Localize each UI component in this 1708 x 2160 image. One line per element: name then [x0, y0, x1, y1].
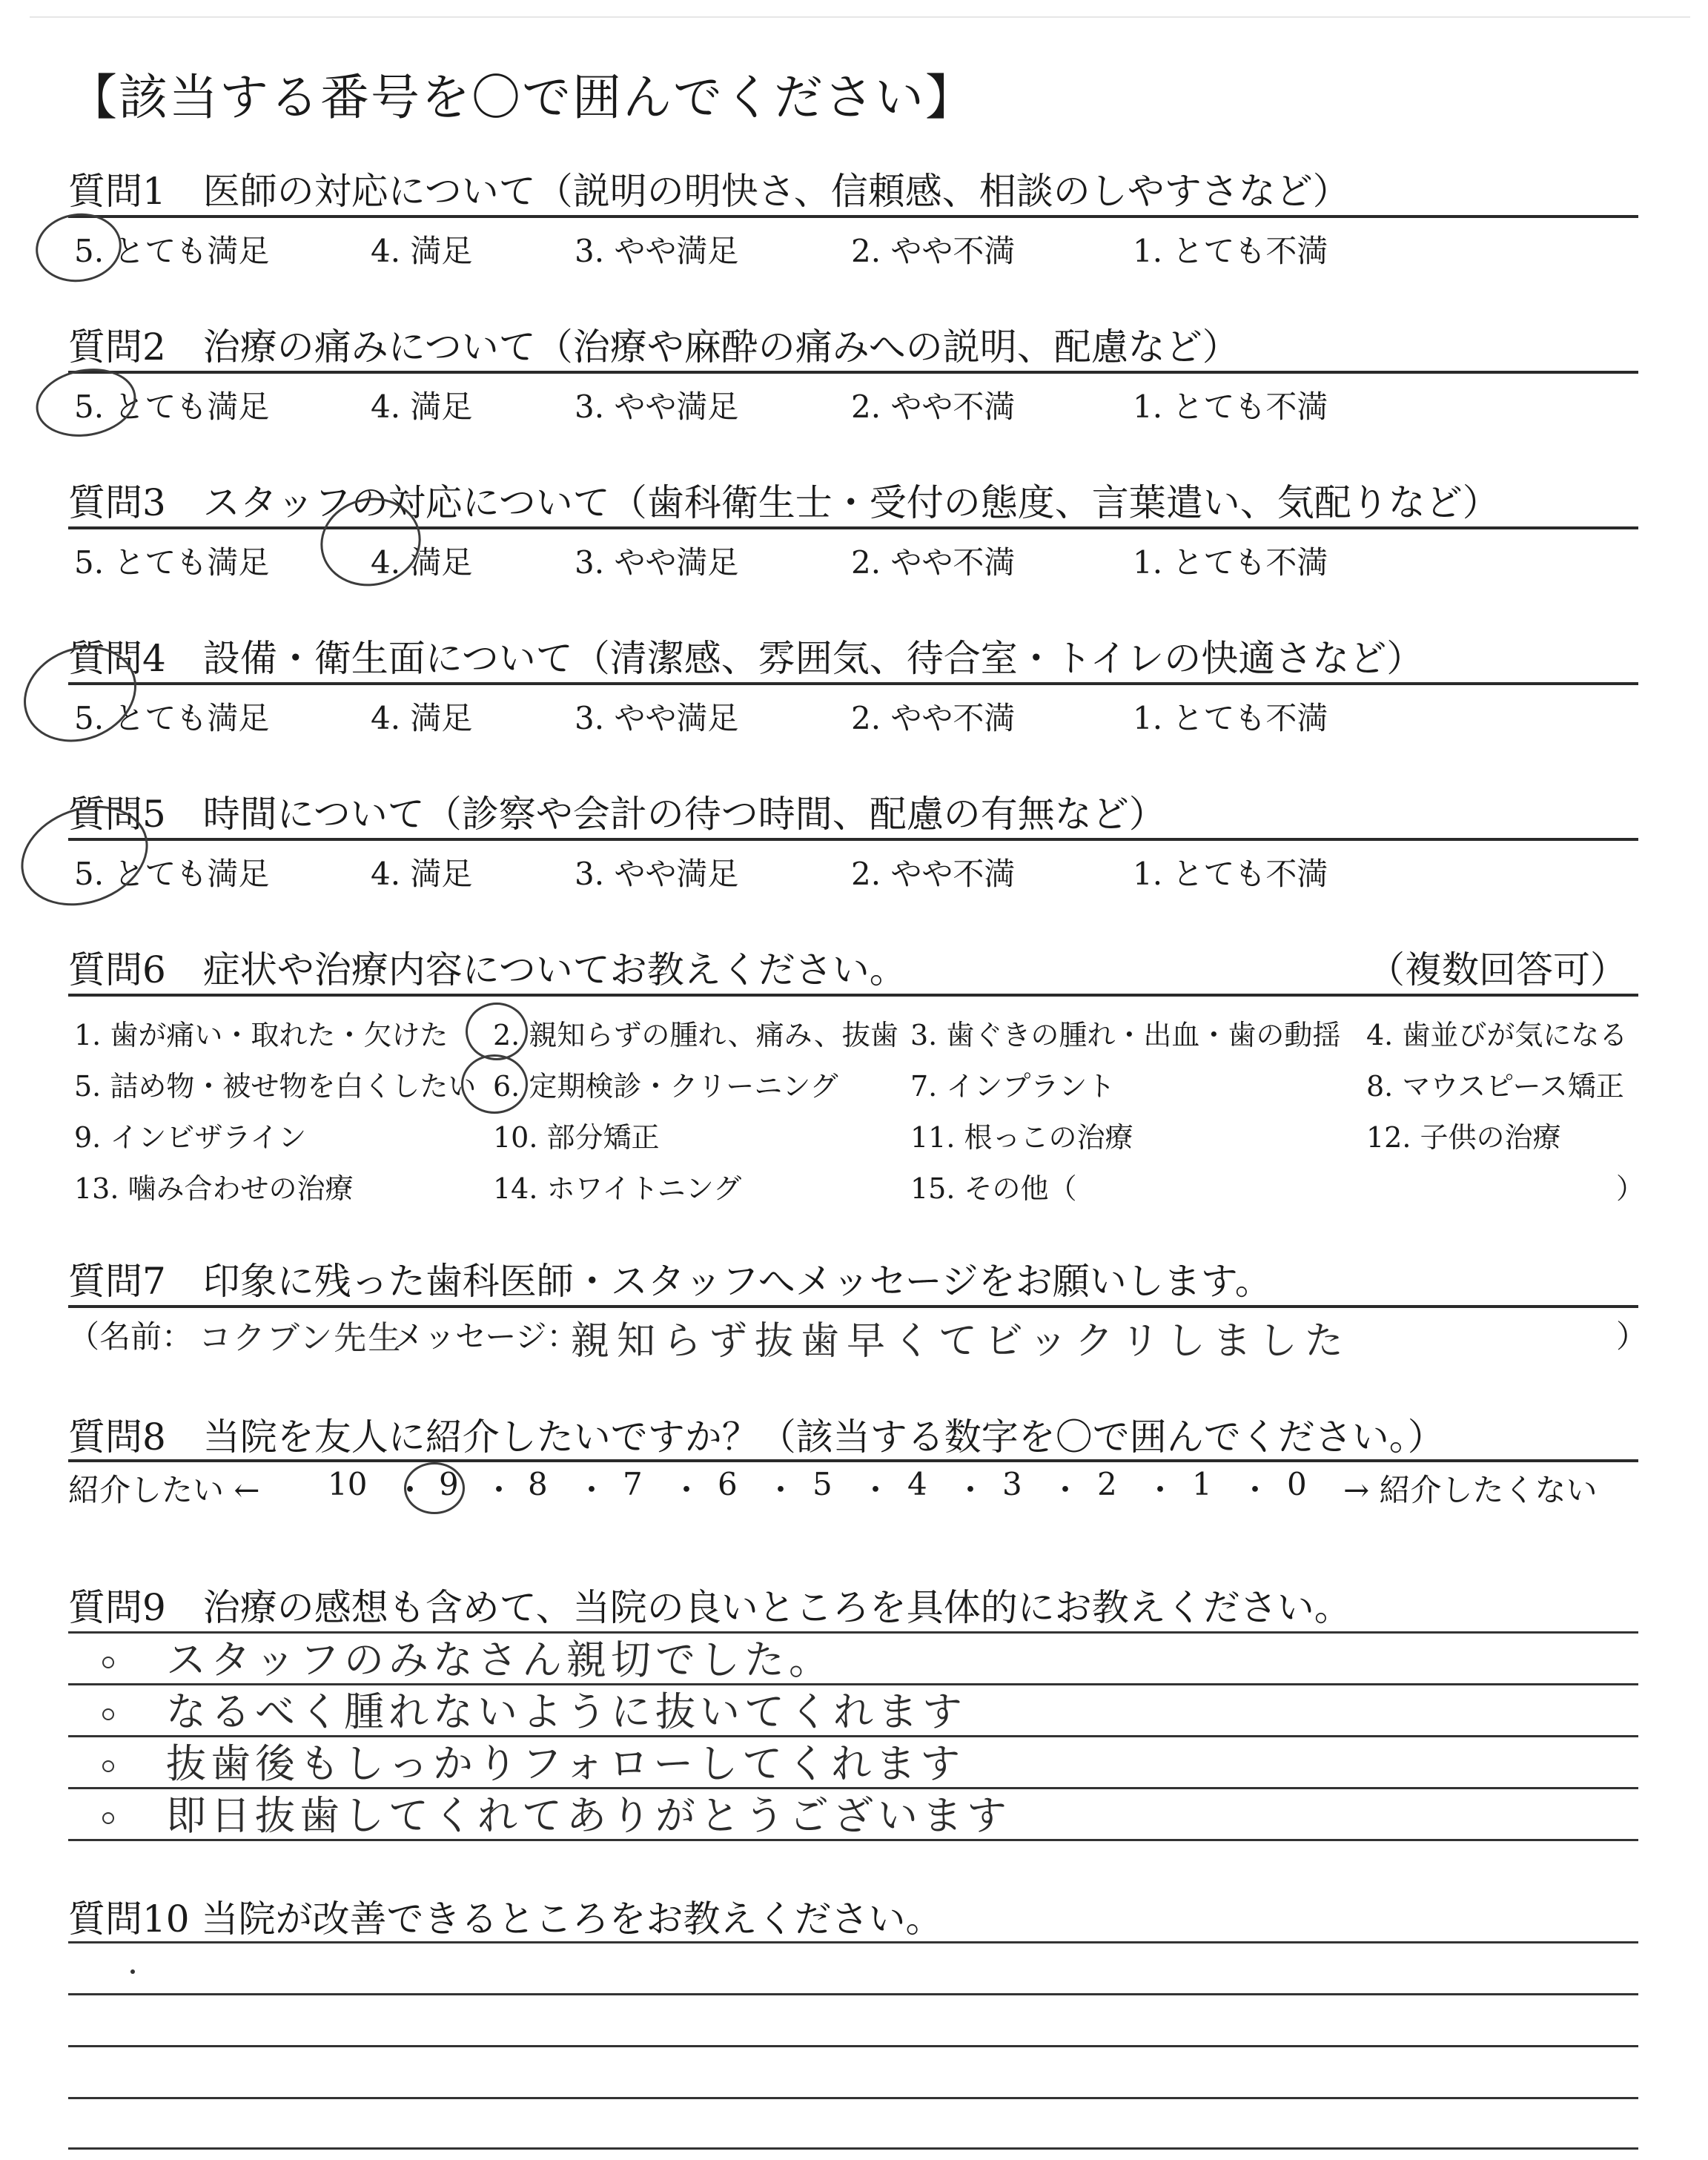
- question-1-rule: [68, 215, 1638, 218]
- scale-0[interactable]: 0: [1287, 1466, 1307, 1502]
- q6-option-15[interactable]: 15. その他（: [910, 1172, 1077, 1205]
- question-1-title: 質問1 医師の対応について（説明の明快さ、信頼感、相談のしやすさなど）: [68, 170, 1350, 213]
- scale-right-label: → 紹介したくない: [1343, 1472, 1598, 1508]
- q6-option-10[interactable]: 10. 部分矯正: [493, 1121, 660, 1154]
- scale-6[interactable]: 6: [718, 1466, 738, 1502]
- scale-4[interactable]: 4: [907, 1466, 927, 1502]
- scale-8[interactable]: 8: [528, 1466, 548, 1502]
- q4-option-4[interactable]: 4. 満足: [371, 700, 473, 736]
- scale-separator: ・: [483, 1472, 515, 1508]
- scale-5[interactable]: 5: [812, 1466, 833, 1502]
- q3-option-5[interactable]: 5. とても満足: [74, 544, 270, 581]
- q9-answer-text: なるべく腫れないように抜いてくれます: [166, 1688, 967, 1735]
- question-3-rule: [68, 526, 1638, 529]
- question-5-title: 質問5 時間について（診察や会計の待つ時間、配慮の有無など）: [68, 793, 1166, 836]
- q4-option-3[interactable]: 3. やや満足: [575, 700, 739, 736]
- q6-option-14[interactable]: 14. ホワイトニング: [493, 1172, 742, 1205]
- q7-name-value[interactable]: コクブン先生: [199, 1319, 403, 1357]
- q6-option-15-close: ）: [1616, 1172, 1645, 1205]
- question-10-title: 質問10 当院が改善できるところをお教えください。: [68, 1898, 943, 1941]
- q6-option-2[interactable]: 2. 親知らずの腫れ、痛み、抜歯: [493, 1019, 898, 1051]
- q7-message-label: メッセージ：: [393, 1318, 578, 1355]
- answer-line: [68, 1941, 1638, 1943]
- q5-option-2[interactable]: 2. やや不満: [851, 856, 1016, 892]
- scale-separator: ・: [671, 1472, 703, 1508]
- q3-option-2[interactable]: 2. やや不満: [851, 544, 1016, 581]
- answer-line: [68, 2097, 1638, 2099]
- q5-option-1[interactable]: 1. とても不満: [1133, 856, 1328, 892]
- scale-10[interactable]: 10: [328, 1466, 368, 1502]
- answer-line: [68, 2045, 1638, 2047]
- scale-separator: ・: [394, 1472, 426, 1508]
- q6-option-1[interactable]: 1. 歯が痛い・取れた・欠けた: [74, 1019, 448, 1051]
- q6-option-6[interactable]: 6. 定期検診・クリーニング: [493, 1070, 838, 1103]
- q4-option-1[interactable]: 1. とても不満: [1133, 700, 1328, 736]
- q9-answer-text: 即日抜歯してくれてありがとうございます: [166, 1792, 1011, 1839]
- scale-3[interactable]: 3: [1002, 1466, 1022, 1502]
- q1-option-5[interactable]: 5. とても満足: [74, 233, 270, 269]
- q7-name-prefix: （名前：: [68, 1318, 193, 1355]
- q6-option-13[interactable]: 13. 噛み合わせの治療: [74, 1172, 354, 1205]
- answer-line: [68, 2147, 1638, 2150]
- q9-answer-4[interactable]: [102, 1784, 1011, 1841]
- q6-selection-circle-6: [461, 1054, 528, 1114]
- scale-separator: ・: [1050, 1472, 1082, 1508]
- question-6-note: （複数回答可）: [1368, 948, 1627, 991]
- question-8-rule: [68, 1459, 1638, 1462]
- q1-option-2[interactable]: 2. やや不満: [851, 233, 1016, 269]
- q5-option-4[interactable]: 4. 満足: [371, 856, 473, 892]
- q9-answer-text: 抜歯後もしっかりフォローしてくれます: [166, 1740, 965, 1787]
- q7-message-value[interactable]: 親知らず抜歯早くてビックリしました: [571, 1319, 1351, 1364]
- question-2-rule: [68, 371, 1638, 374]
- scale-separator: ・: [576, 1472, 608, 1508]
- q6-option-3[interactable]: 3. 歯ぐきの腫れ・出血・歯の動揺: [910, 1019, 1341, 1051]
- q9-answer-1[interactable]: [102, 1628, 833, 1685]
- q9-answer-text: スタッフのみなさん親切でした。: [166, 1636, 833, 1683]
- bullet-icon: [102, 1708, 114, 1720]
- question-6-title: 質問6 症状や治療内容についてお教えください。: [68, 948, 907, 991]
- q4-option-5[interactable]: 5. とても満足: [74, 700, 270, 736]
- q1-option-1[interactable]: 1. とても不満: [1133, 233, 1328, 269]
- q2-option-5[interactable]: 5. とても満足: [74, 389, 270, 425]
- q1-selection-circle: [31, 208, 126, 287]
- q6-selection-circle-2: [466, 1003, 528, 1060]
- q2-option-1[interactable]: 1. とても不満: [1133, 389, 1328, 425]
- q7-close-paren: ）: [1616, 1318, 1648, 1355]
- scale-separator: ・: [955, 1472, 987, 1508]
- q6-option-9[interactable]: 9. インビザライン: [74, 1121, 307, 1154]
- q1-option-3[interactable]: 3. やや満足: [575, 233, 739, 269]
- q6-option-7[interactable]: 7. インプラント: [910, 1070, 1116, 1103]
- scale-9[interactable]: 9: [439, 1466, 459, 1502]
- q6-option-8[interactable]: 8. マウスピース矯正: [1366, 1070, 1624, 1103]
- q4-option-2[interactable]: 2. やや不満: [851, 700, 1016, 736]
- question-5-rule: [68, 838, 1638, 841]
- scale-separator: ・: [1239, 1472, 1271, 1508]
- q3-option-4[interactable]: 4. 満足: [371, 544, 473, 581]
- q2-option-4[interactable]: 4. 満足: [371, 389, 473, 425]
- q6-option-5[interactable]: 5. 詰め物・被せ物を白くしたい: [74, 1070, 477, 1103]
- question-8-title: 質問8 当院を友人に紹介したいですか？（該当する数字を〇で囲んでください。）: [68, 1416, 1445, 1459]
- form-heading: 【該当する番号を〇で囲んでください】: [68, 69, 976, 126]
- bullet-icon: [102, 1657, 114, 1668]
- q2-option-2[interactable]: 2. やや不満: [851, 389, 1016, 425]
- scale-separator: ・: [860, 1472, 892, 1508]
- scale-left-label: 紹介したい ←: [68, 1472, 260, 1508]
- q6-option-11[interactable]: 11. 根っこの治療: [910, 1121, 1133, 1154]
- q5-option-3[interactable]: 3. やや満足: [575, 856, 739, 892]
- ink-dot: [130, 1969, 135, 1974]
- q3-option-3[interactable]: 3. やや満足: [575, 544, 739, 581]
- answer-line: [68, 1993, 1638, 1995]
- q5-option-5[interactable]: 5. とても満足: [74, 856, 270, 892]
- q2-option-3[interactable]: 3. やや満足: [575, 389, 739, 425]
- scale-separator: ・: [765, 1472, 797, 1508]
- q3-option-1[interactable]: 1. とても不満: [1133, 544, 1328, 581]
- scale-7[interactable]: 7: [623, 1466, 643, 1502]
- scale-1[interactable]: 1: [1192, 1466, 1212, 1502]
- scale-separator: ・: [1145, 1472, 1176, 1508]
- question-6-rule: [68, 994, 1638, 997]
- q1-option-4[interactable]: 4. 満足: [371, 233, 473, 269]
- bullet-icon: [102, 1760, 114, 1772]
- q8-selection-circle: [404, 1462, 465, 1514]
- recommend-scale: [68, 1466, 1640, 1510]
- q6-option-12[interactable]: 12. 子供の治療: [1366, 1121, 1561, 1154]
- question-3-title: 質問3 スタッフの対応について（歯科衛生士・受付の態度、言葉遣い、気配りなど）: [68, 481, 1500, 524]
- question-7-rule: [68, 1305, 1638, 1308]
- question-4-rule: [68, 682, 1638, 685]
- bullet-icon: [102, 1812, 114, 1824]
- question-4-title: 質問4 設備・衛生面について（清潔感、雰囲気、待合室・トイレの快適さなど）: [68, 637, 1424, 680]
- q9-answer-3[interactable]: [102, 1732, 964, 1789]
- q6-option-4[interactable]: 4. 歯並びが気になる: [1366, 1019, 1628, 1051]
- scale-2[interactable]: 2: [1097, 1466, 1117, 1502]
- scan-edge: [30, 16, 1690, 18]
- question-2-title: 質問2 治療の痛みについて（治療や麻酔の痛みへの説明、配慮など）: [68, 326, 1239, 369]
- question-9-title: 質問9 治療の感想も含めて、当院の良いところを具体的にお教えください。: [68, 1586, 1351, 1629]
- q9-answer-2[interactable]: [102, 1680, 967, 1737]
- question-7-title: 質問7 印象に残った歯科医師・スタッフへメッセージをお願いします。: [68, 1260, 1272, 1303]
